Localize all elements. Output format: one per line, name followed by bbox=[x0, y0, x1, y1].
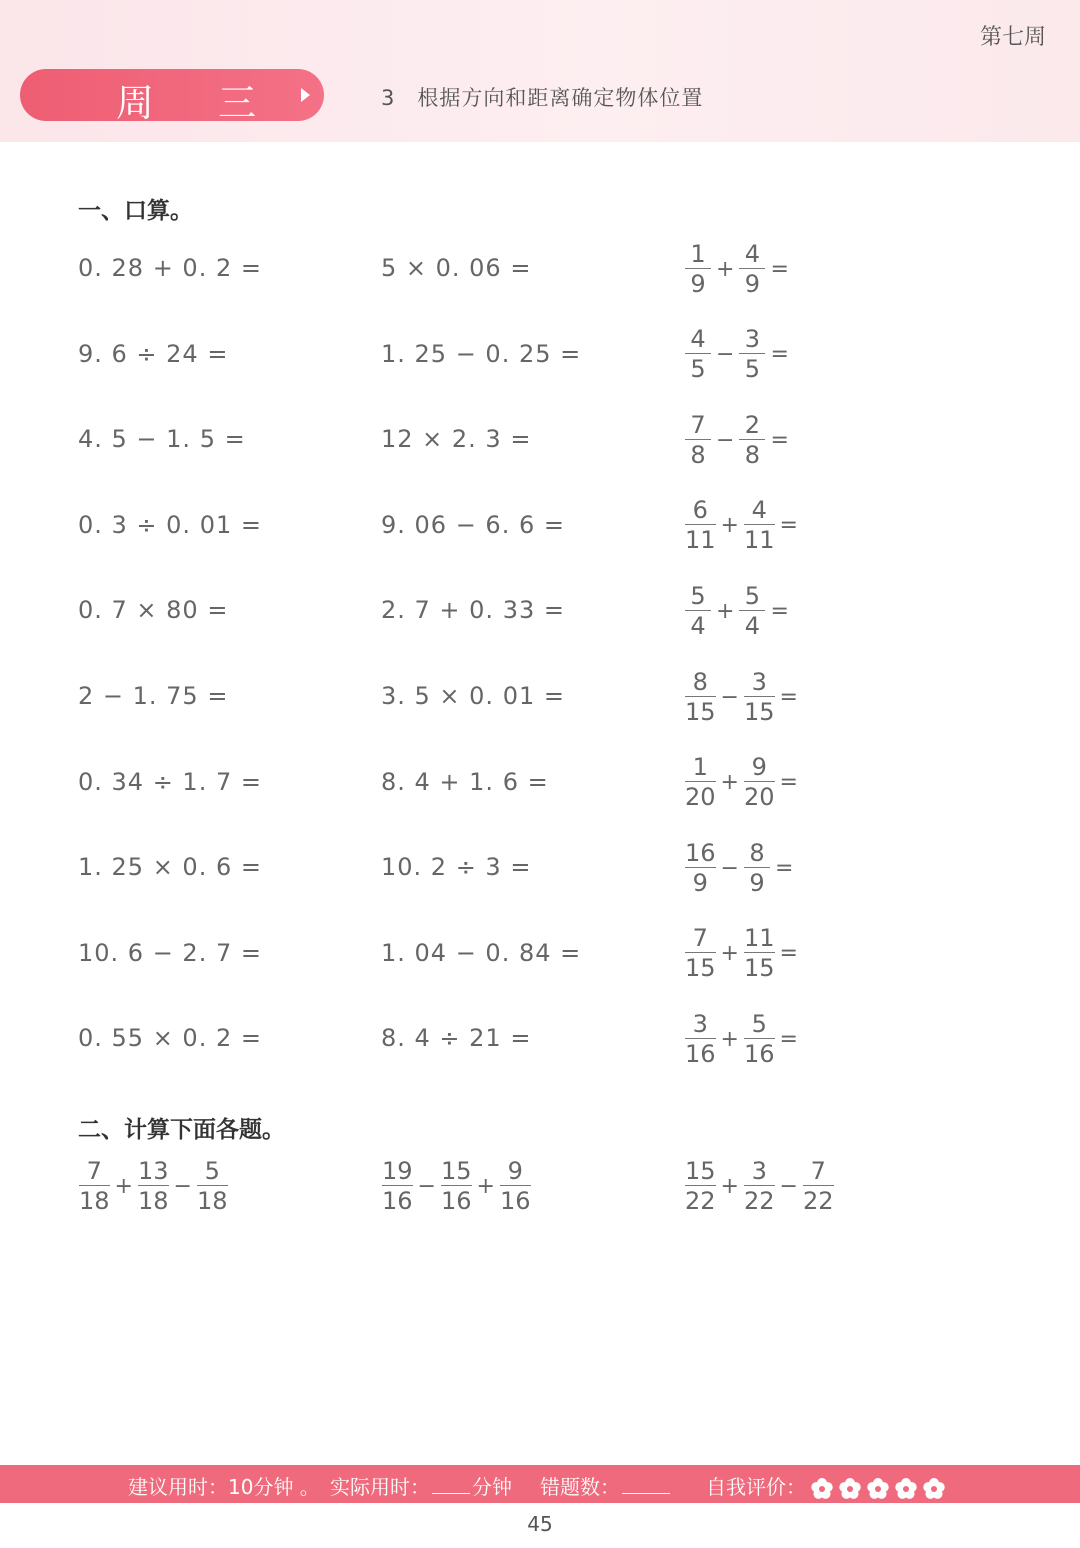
equals-sign: = bbox=[779, 513, 798, 539]
denominator: 18 bbox=[79, 1186, 110, 1215]
actual-time bbox=[330, 1471, 512, 1500]
numerator: 5 bbox=[751, 1009, 767, 1038]
oral-problem-fraction bbox=[684, 833, 797, 903]
error-count-blank[interactable] bbox=[622, 1475, 670, 1494]
operator: − bbox=[779, 1173, 798, 1199]
numerator: 5 bbox=[204, 1156, 220, 1185]
oral-problem-decimal: 4. 5 − 1. 5 = bbox=[78, 425, 246, 454]
numerator: 5 bbox=[690, 581, 706, 610]
operator: − bbox=[716, 427, 735, 453]
section-title-oral: 一、口算。 bbox=[78, 198, 193, 224]
week-label: 第七周 bbox=[979, 25, 1046, 50]
denominator: 15 bbox=[685, 697, 716, 726]
oral-problem-fraction bbox=[684, 234, 793, 304]
oral-problem-decimal: 3. 5 × 0. 01 = bbox=[381, 682, 565, 710]
operator: + bbox=[476, 1173, 495, 1199]
flower-star-icon[interactable] bbox=[810, 1477, 834, 1501]
oral-problem-fraction bbox=[684, 1004, 802, 1074]
equals-sign: = bbox=[779, 1026, 798, 1052]
oral-problem-decimal: 2 − 1. 75 = bbox=[78, 682, 229, 710]
denominator: 15 bbox=[743, 697, 775, 726]
flower-star-icon[interactable] bbox=[922, 1477, 946, 1501]
numerator: 7 bbox=[690, 410, 706, 439]
oral-problem-decimal: 10. 2 ÷ 3 = bbox=[381, 853, 532, 882]
operator: + bbox=[716, 256, 735, 282]
operator: − bbox=[716, 342, 735, 368]
denominator: 16 bbox=[440, 1186, 472, 1215]
oral-problem-fraction bbox=[684, 320, 793, 390]
equals-sign: = bbox=[779, 684, 798, 710]
oral-problem-decimal: 8. 4 + 1. 6 = bbox=[381, 767, 549, 796]
denominator: 16 bbox=[743, 1039, 775, 1068]
denominator: 9 bbox=[744, 269, 761, 298]
fraction bbox=[738, 240, 766, 299]
equals-sign: = bbox=[779, 941, 798, 967]
numerator: 15 bbox=[440, 1156, 472, 1185]
fraction bbox=[684, 496, 717, 555]
numerator: 19 bbox=[382, 1156, 413, 1185]
numerator: 11 bbox=[743, 924, 775, 953]
fraction bbox=[743, 668, 776, 727]
fraction bbox=[196, 1157, 229, 1216]
denominator: 4 bbox=[690, 611, 706, 640]
page-number: 45 bbox=[527, 1512, 553, 1536]
numerator: 13 bbox=[137, 1156, 169, 1185]
flower-star-icon[interactable] bbox=[866, 1477, 890, 1501]
fraction bbox=[684, 582, 712, 641]
oral-problem-fraction bbox=[684, 491, 802, 561]
calc-problem bbox=[78, 1151, 229, 1221]
suggested-time: 建议用时：10分钟 。 bbox=[128, 1475, 320, 1499]
denominator: 20 bbox=[685, 783, 716, 812]
denominator: 16 bbox=[499, 1186, 531, 1215]
numerator: 2 bbox=[744, 410, 761, 439]
error-count-label: 错题数： bbox=[540, 1475, 620, 1499]
numerator: 7 bbox=[810, 1156, 826, 1185]
oral-problem-decimal: 0. 3 ÷ 0. 01 = bbox=[78, 510, 262, 539]
oral-problem-fraction bbox=[684, 919, 802, 989]
denominator: 18 bbox=[137, 1186, 169, 1215]
lesson-title: 3 根据方向和距离确定物体位置 bbox=[381, 86, 704, 110]
operator: + bbox=[720, 1173, 739, 1199]
fraction bbox=[499, 1157, 532, 1216]
numerator: 7 bbox=[692, 924, 708, 953]
fraction bbox=[743, 1157, 776, 1216]
denominator: 15 bbox=[743, 954, 775, 983]
actual-time-label: 实际用时： bbox=[330, 1475, 430, 1499]
denominator: 4 bbox=[744, 611, 761, 640]
denominator: 8 bbox=[690, 440, 706, 469]
fraction bbox=[743, 753, 776, 812]
calc-problem bbox=[381, 1151, 532, 1221]
fraction bbox=[738, 411, 766, 470]
numerator: 8 bbox=[692, 667, 708, 696]
section-title-calc: 二、计算下面各题。 bbox=[78, 1117, 285, 1143]
numerator: 16 bbox=[685, 838, 716, 867]
equals-sign: = bbox=[770, 598, 789, 624]
oral-problem-decimal: 5 × 0. 06 = bbox=[381, 254, 532, 282]
actual-time-blank[interactable] bbox=[432, 1475, 470, 1494]
fraction bbox=[78, 1157, 111, 1216]
denominator: 9 bbox=[692, 868, 708, 897]
operator: + bbox=[720, 513, 739, 539]
numerator: 7 bbox=[86, 1156, 102, 1185]
day-pill bbox=[20, 69, 324, 125]
fraction bbox=[684, 753, 717, 812]
footer-band bbox=[0, 1465, 1080, 1503]
denominator: 11 bbox=[743, 526, 775, 555]
fraction bbox=[743, 496, 776, 555]
denominator: 18 bbox=[196, 1186, 228, 1215]
equals-sign: = bbox=[770, 342, 789, 368]
numerator: 1 bbox=[692, 753, 708, 782]
oral-problem-fraction bbox=[684, 576, 793, 646]
equals-sign: = bbox=[779, 770, 798, 796]
self-eval-stars bbox=[806, 1475, 946, 1499]
numerator: 3 bbox=[744, 325, 761, 354]
day-label: 周 三 bbox=[116, 81, 283, 125]
oral-problem-decimal: 10. 6 − 2. 7 = bbox=[78, 938, 262, 967]
fraction bbox=[440, 1157, 473, 1216]
operator: − bbox=[417, 1173, 436, 1199]
denominator: 20 bbox=[743, 783, 775, 812]
oral-problem-fraction bbox=[684, 405, 793, 475]
fraction bbox=[802, 1157, 835, 1216]
oral-problem-decimal: 1. 25 × 0. 6 = bbox=[78, 853, 262, 882]
oral-problem-fraction bbox=[684, 662, 802, 732]
denominator: 15 bbox=[685, 954, 716, 983]
fraction bbox=[684, 668, 717, 727]
fraction bbox=[684, 325, 712, 384]
fraction bbox=[684, 1010, 717, 1069]
operator: + bbox=[716, 598, 735, 624]
flower-star-icon[interactable] bbox=[838, 1477, 862, 1501]
operator: + bbox=[720, 770, 739, 796]
actual-time-unit: 分钟 bbox=[472, 1475, 512, 1499]
operator: − bbox=[720, 684, 739, 710]
numerator: 5 bbox=[744, 581, 761, 610]
numerator: 4 bbox=[751, 496, 767, 525]
numerator: 9 bbox=[507, 1156, 523, 1185]
operator: + bbox=[720, 941, 739, 967]
fraction bbox=[684, 924, 717, 983]
operator: + bbox=[720, 1026, 739, 1052]
arrow-right-icon bbox=[301, 88, 310, 102]
numerator: 8 bbox=[749, 838, 765, 867]
denominator: 22 bbox=[802, 1186, 834, 1215]
numerator: 3 bbox=[692, 1009, 708, 1038]
denominator: 8 bbox=[744, 440, 761, 469]
error-count bbox=[540, 1471, 672, 1500]
denominator: 9 bbox=[749, 868, 765, 897]
numerator: 4 bbox=[690, 325, 706, 354]
fraction bbox=[684, 240, 712, 299]
fraction bbox=[738, 325, 766, 384]
fraction bbox=[743, 924, 776, 983]
oral-problem-decimal: 0. 28 + 0. 2 = bbox=[78, 254, 262, 282]
oral-problem-decimal: 0. 55 × 0. 2 = bbox=[78, 1024, 262, 1053]
numerator: 3 bbox=[751, 1156, 767, 1185]
denominator: 11 bbox=[685, 526, 716, 555]
fraction bbox=[684, 411, 712, 470]
fraction bbox=[137, 1157, 170, 1216]
numerator: 4 bbox=[744, 239, 761, 268]
numerator: 15 bbox=[685, 1156, 716, 1185]
denominator: 9 bbox=[690, 269, 706, 298]
fraction bbox=[684, 839, 717, 898]
fraction bbox=[743, 839, 771, 898]
denominator: 16 bbox=[382, 1186, 413, 1215]
fraction bbox=[738, 582, 766, 641]
fraction bbox=[381, 1157, 414, 1216]
numerator: 6 bbox=[692, 496, 708, 525]
oral-problem-decimal: 1. 25 − 0. 25 = bbox=[381, 339, 582, 368]
fraction bbox=[743, 1010, 776, 1069]
equals-sign: = bbox=[774, 855, 794, 881]
numerator: 9 bbox=[751, 753, 767, 782]
operator: − bbox=[720, 855, 739, 881]
equals-sign: = bbox=[770, 256, 789, 282]
self-evaluation bbox=[706, 1471, 946, 1501]
operator: + bbox=[114, 1173, 133, 1199]
oral-problem-decimal: 1. 04 − 0. 84 = bbox=[381, 938, 582, 967]
equals-sign: = bbox=[770, 427, 789, 453]
oral-problem-decimal: 9. 6 ÷ 24 = bbox=[78, 339, 229, 368]
fraction bbox=[684, 1157, 717, 1216]
oral-problem-decimal: 0. 7 × 80 = bbox=[78, 596, 229, 625]
oral-problem-decimal: 8. 4 ÷ 21 = bbox=[381, 1024, 532, 1053]
denominator: 5 bbox=[744, 355, 761, 384]
oral-problem-fraction bbox=[684, 748, 802, 818]
denominator: 22 bbox=[743, 1186, 775, 1215]
oral-problem-decimal: 0. 34 ÷ 1. 7 = bbox=[78, 767, 262, 796]
self-eval-label: 自我评价： bbox=[706, 1475, 806, 1499]
numerator: 1 bbox=[690, 239, 706, 268]
operator: − bbox=[173, 1173, 192, 1199]
flower-star-icon[interactable] bbox=[894, 1477, 918, 1501]
oral-problem-decimal: 9. 06 − 6. 6 = bbox=[381, 510, 565, 539]
oral-problem-decimal: 2. 7 + 0. 33 = bbox=[381, 596, 565, 625]
denominator: 5 bbox=[690, 355, 706, 384]
numerator: 3 bbox=[751, 667, 767, 696]
calc-problem bbox=[684, 1151, 835, 1221]
oral-problem-decimal: 12 × 2. 3 = bbox=[381, 425, 532, 454]
denominator: 16 bbox=[685, 1039, 716, 1068]
denominator: 22 bbox=[685, 1186, 716, 1215]
